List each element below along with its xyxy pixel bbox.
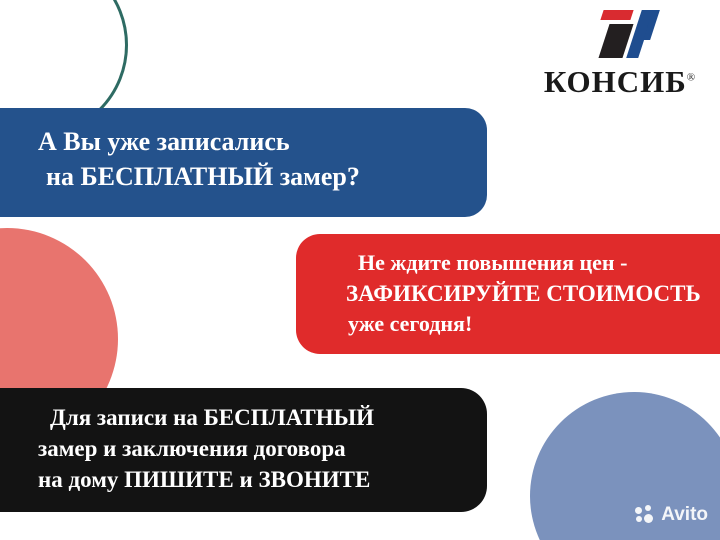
banner-black-line2: замер и заключения договора — [38, 436, 346, 462]
banner-blue-line1: А Вы уже записались — [38, 127, 290, 156]
banner-red-line2: ЗАФИКСИРУЙТЕ СТОИМОСТЬ — [346, 280, 701, 306]
banner-price-lock — [296, 234, 720, 354]
avito-watermark-label: Avito — [661, 504, 708, 525]
konsib-logo-icon — [602, 8, 660, 58]
banner-red-line3: уже сегодня! — [348, 310, 473, 336]
brand-logo — [536, 8, 704, 108]
avito-watermark — [635, 504, 708, 526]
banner-black-line1: Для записи на БЕСПЛАТНЫЙ — [50, 405, 375, 430]
banner-contact-call-to-action — [0, 388, 487, 512]
banner-blue-line2: на БЕСПЛАТНЫЙ замер? — [46, 162, 360, 192]
banner-free-measurement — [0, 108, 487, 217]
brand-name-text: КОНСИБ — [543, 64, 687, 99]
registered-mark: ® — [686, 71, 697, 84]
avito-dots-icon — [635, 505, 655, 525]
brand-name — [536, 64, 704, 100]
banner-red-line1: Не ждите повышения цен - — [358, 250, 628, 275]
banner-black-line3: на дому ПИШИТЕ и ЗВОНИТЕ — [38, 467, 371, 493]
